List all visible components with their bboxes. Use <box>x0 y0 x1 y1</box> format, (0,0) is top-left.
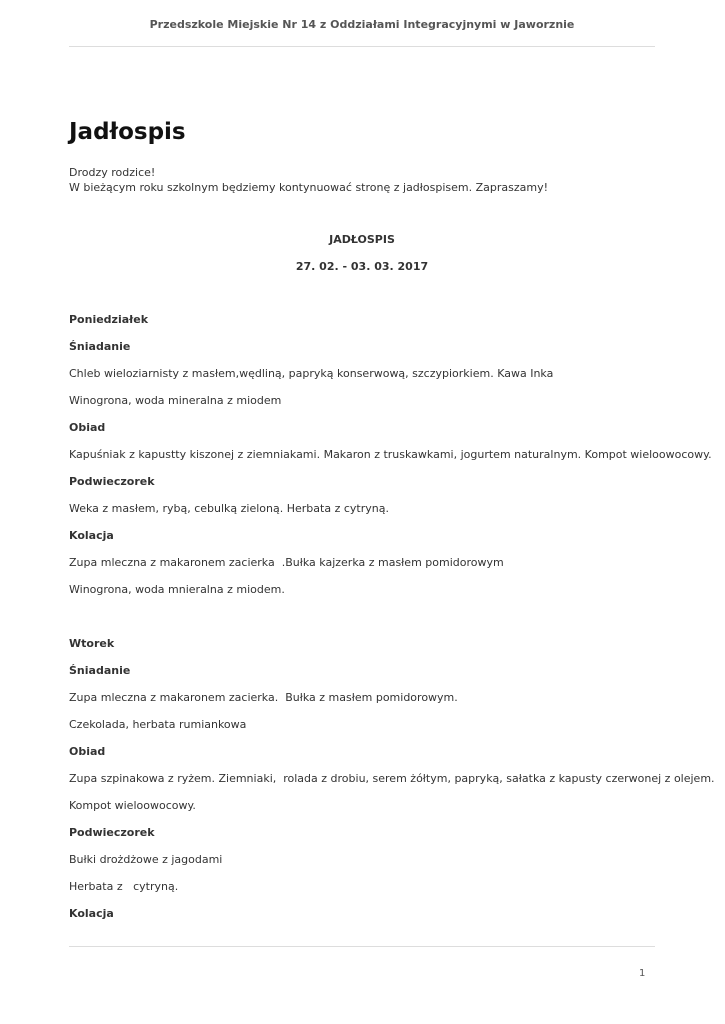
footer-divider <box>69 946 655 947</box>
meal-heading: Podwieczorek <box>69 826 155 839</box>
intro-message: W bieżącym roku szkolnym będziemy kontynuować stronę z jadłospisem. Zapraszamy! <box>69 181 549 194</box>
meal-heading: Kolacja <box>69 529 114 542</box>
meal-heading: Kolacja <box>69 907 114 920</box>
meal-item: Kompot wieloowocowy. <box>69 799 196 812</box>
menu-content <box>69 313 715 934</box>
meal-item: Herbata z cytryną. <box>69 880 179 893</box>
meal-item: Winogrona, woda mineralna z miodem <box>69 394 282 407</box>
intro-text <box>69 165 548 195</box>
meal-item: Kapuśniak z kapustty kiszonej z ziemniakami. Makaron z truskawkami, jogurtem naturalnym. Kompot wieloowocowy. <box>69 448 712 461</box>
header-divider <box>69 46 655 47</box>
page-title: Jadłospis <box>69 119 186 145</box>
site-title: Przedszkole Miejskie Nr 14 z Oddziałami Integracyjnymi w Jaworznie <box>149 18 575 31</box>
meal-item: Winogrona, woda mnieralna z miodem. <box>69 583 285 596</box>
meal-item: Weka z masłem, rybą, cebulką zieloną. Herbata z cytryną. <box>69 502 389 515</box>
meal-item: Zupa szpinakowa z ryżem. Ziemniaki, rolada z drobiu, serem żółtym, papryką, sałatka z kapusty czerwonej z olejem. <box>69 772 715 785</box>
meal-heading: Śniadanie <box>69 340 131 353</box>
page-number: 1 <box>639 968 646 979</box>
meal-item: Chleb wieloziarnisty z masłem,wędliną, papryką konserwową, szczypiorkiem. Kawa Inka <box>69 367 554 380</box>
meal-heading: Śniadanie <box>69 664 131 677</box>
meal-item: Zupa mleczna z makaronem zacierka. Bułka z masłem pomidorowym. <box>69 691 458 704</box>
menu-dates: 27. 02. - 03. 03. 2017 <box>295 260 429 273</box>
day-spacer <box>69 610 669 637</box>
day-heading: Poniedziałek <box>69 313 149 326</box>
intro-greeting: Drodzy rodzice! <box>69 166 156 179</box>
day-heading: Wtorek <box>69 637 115 650</box>
meal-item: Zupa mleczna z makaronem zacierka .Bułka kajzerka z masłem pomidorowym <box>69 556 504 569</box>
meal-heading: Obiad <box>69 421 106 434</box>
meal-item: Bułki drożdżowe z jagodami <box>69 853 223 866</box>
meal-heading: Obiad <box>69 745 106 758</box>
meal-item: Czekolada, herbata rumiankowa <box>69 718 247 731</box>
menu-title: JADŁOSPIS <box>329 233 395 246</box>
meal-heading: Podwieczorek <box>69 475 155 488</box>
